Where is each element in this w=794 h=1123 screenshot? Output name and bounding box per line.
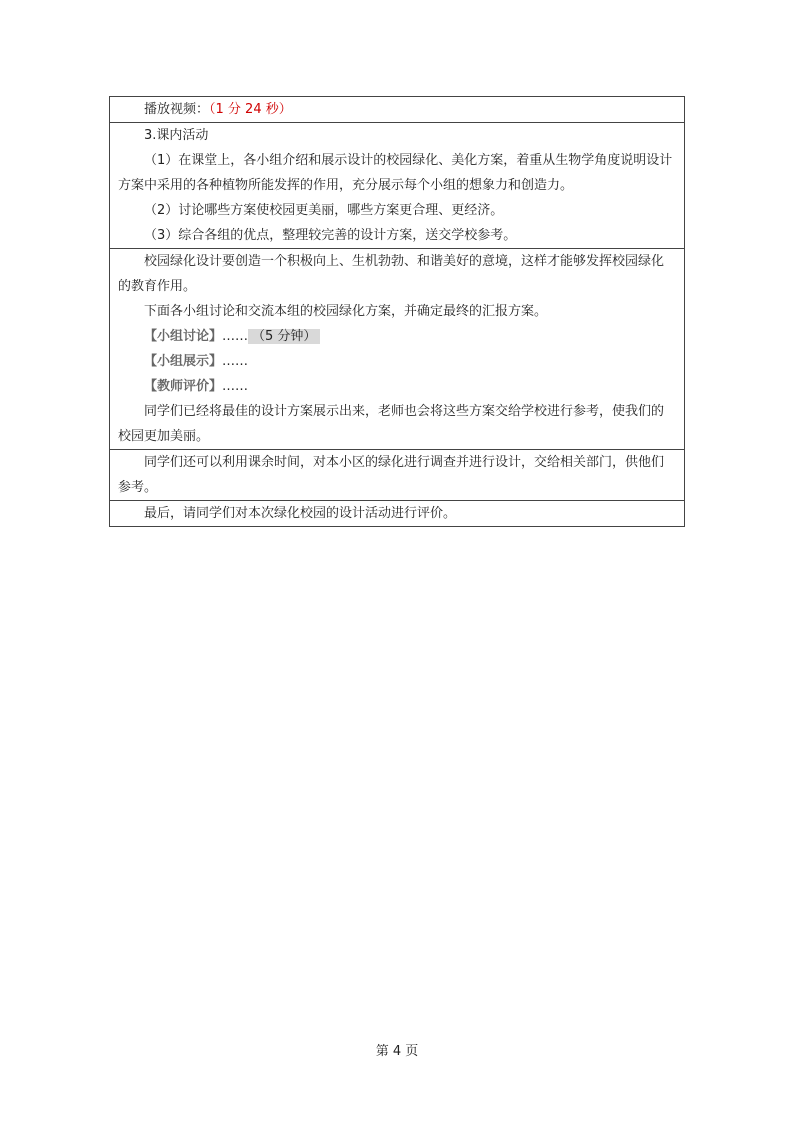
discuss-label: 【小组讨论】 [144,329,223,344]
teacher-p1: 校园绿化设计要创造一个积极向上、生机勃勃、和谐美好的意境，这样才能够发挥校园绿化的教育作用。 [118,254,665,294]
activity-p1: （1）在课堂上，各小组介绍和展示设计的校园绿化、美化方案，着重从生物学角度说明设计方案中采用的各种植物所能发挥的作用，充分展示每个小组的想象力和创造力。 [118,153,673,193]
teacher-p2: 下面各小组讨论和交流本组的校园绿化方案，并确定最终的汇报方案。 [144,304,548,319]
show-label: 【小组展示】 [144,354,223,369]
row-teacher [110,249,685,450]
row-video [110,97,685,123]
video-line [118,97,676,122]
page-number: 第 4 页 [375,1044,419,1059]
closing-p1: 最后，请同学们对本次绿化校园的设计活动进行评价。 [144,506,457,521]
row-extension [110,450,685,501]
discuss-line [118,324,676,349]
discuss-time: （5 分钟） [248,329,320,344]
lesson-table [109,96,685,527]
show-line [118,349,676,374]
eval-label: 【教师评价】 [144,379,223,394]
eval-line [118,374,676,399]
discuss-dots: …… [222,329,249,344]
teacher-p3: 同学们已经将最佳的设计方案展示出来，老师也会将这些方案交给学校进行参考，使我们的校园更加美丽。 [118,404,665,444]
activity-heading: 3.课内活动 [144,128,209,143]
show-dots: …… [222,354,249,369]
row-closing [110,501,685,527]
eval-dots: …… [222,379,249,394]
extension-p1: 同学们还可以利用课余时间，对本小区的绿化进行调查并进行设计，交给相关部门，供他们参考。 [118,455,665,495]
activity-p2: （2）讨论哪些方案使校园更美丽，哪些方案更合理、更经济。 [144,203,504,218]
row-activity [110,123,685,249]
video-label: 播放视频： [144,102,210,117]
video-duration: （1 分 24 秒） [209,102,292,117]
activity-p3: （3）综合各组的优点，整理较完善的设计方案，送交学校参考。 [144,228,517,243]
